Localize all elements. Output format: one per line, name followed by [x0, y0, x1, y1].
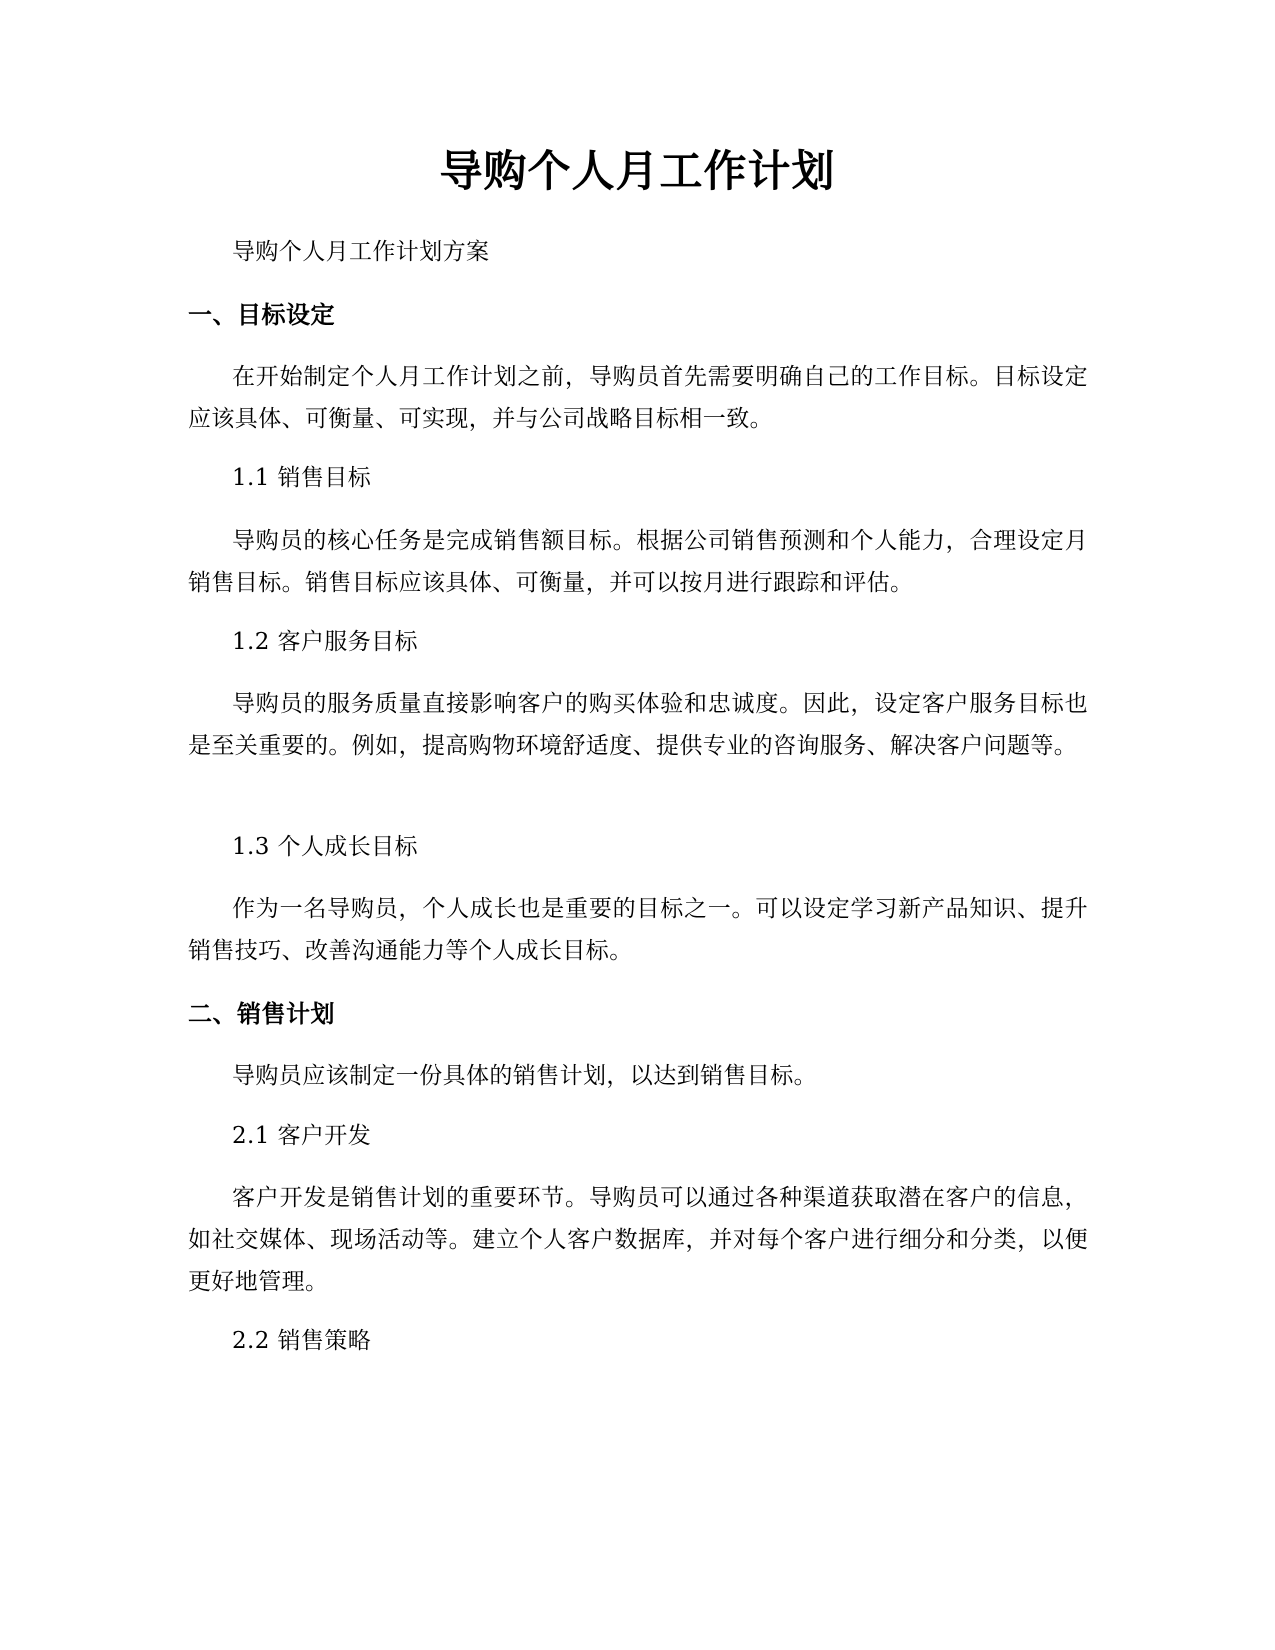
subsection-paragraph-service-goal: 导购员的服务质量直接影响客户的购买体验和忠诚度。因此，设定客户服务目标也是至关重要的。例如，提高购物环境舒适度、提供专业的咨询服务、解决客户问题等。 — [188, 691, 1088, 759]
subsection-paragraph-sales-goal: 导购员的核心任务是完成销售额目标。根据公司销售预测和个人能力，合理设定月销售目标。销售目标应该具体、可衡量，并可以按月进行跟踪和评估。 — [188, 528, 1088, 596]
subsection-paragraph-growth-goal: 作为一名导购员，个人成长也是重要的目标之一。可以设定学习新产品知识、提升销售技巧、改善沟通能力等个人成长目标。 — [188, 896, 1088, 964]
section-heading-sales-plan: 二、销售计划 — [188, 1000, 335, 1028]
subsection-heading-customer-dev: 2.1 客户开发 — [232, 1123, 372, 1149]
subsection-heading-growth-goal: 1.3 个人成长目标 — [232, 834, 418, 860]
subsection-heading-service-goal: 1.2 客户服务目标 — [232, 629, 418, 655]
section-heading-goals: 一、目标设定 — [188, 301, 335, 329]
subsection-heading-sales-strategy: 2.2 销售策略 — [232, 1328, 372, 1354]
section-paragraph-sales-plan: 导购员应该制定一份具体的销售计划，以达到销售目标。 — [232, 1063, 817, 1089]
subsection-heading-sales-goal: 1.1 销售目标 — [232, 465, 372, 491]
section-paragraph-goals: 在开始制定个人月工作计划之前，导购员首先需要明确自己的工作目标。目标设定应该具体、可衡量、可实现，并与公司战略目标相一致。 — [188, 364, 1088, 432]
subsection-paragraph-customer-dev: 客户开发是销售计划的重要环节。导购员可以通过各种渠道获取潜在客户的信息，如社交媒体、现场活动等。建立个人客户数据库，并对每个客户进行细分和分类，以便更好地管理。 — [188, 1185, 1088, 1295]
intro-text: 导购个人月工作计划方案 — [232, 239, 490, 265]
document-title: 导购个人月工作计划 — [439, 147, 836, 197]
